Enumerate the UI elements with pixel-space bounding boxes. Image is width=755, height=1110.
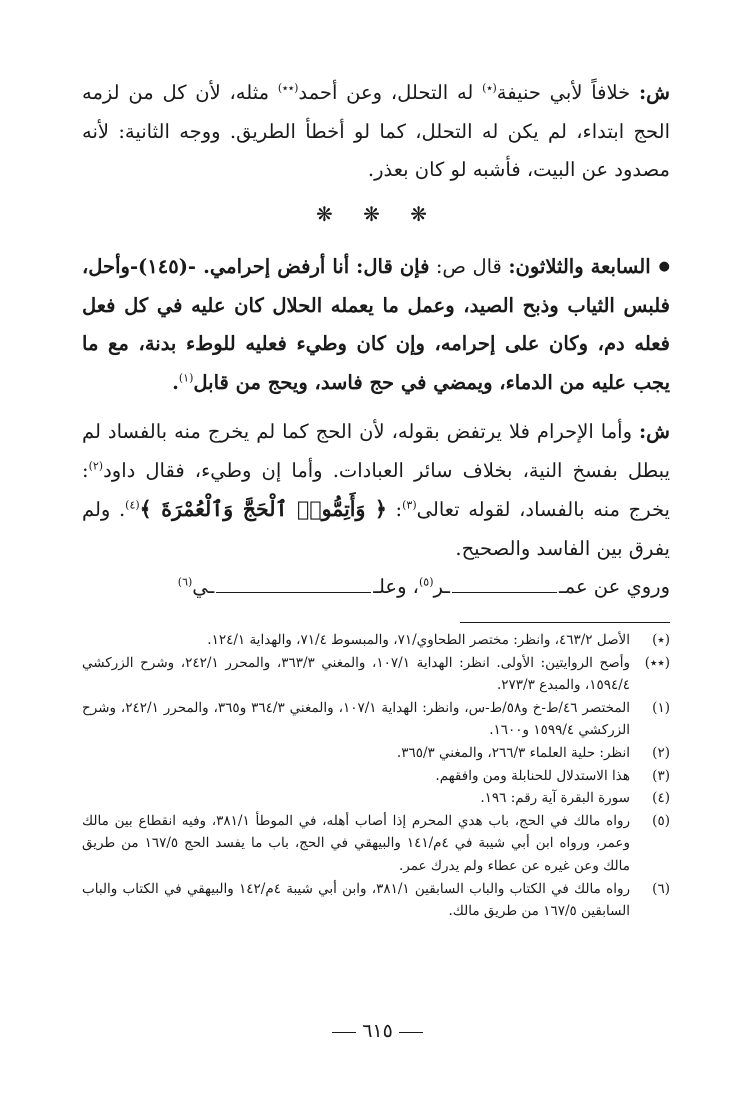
sharh-text: وأما الإحرام فلا يرتفض بقوله، لأن الحج كما لم يخرج منه بالفساد لم يبطل بفسخ النية، بخلاف سائر العبادات. وأما إن وطيء، فقال داود xyxy=(82,420,670,482)
matn-question: فإن قال: أنا أرفض إحرامي. xyxy=(203,255,430,278)
footnote-divider xyxy=(460,622,670,623)
matn-number: -(١٤٥)- xyxy=(129,255,197,278)
page-number-value: ٦١٥ xyxy=(362,1020,393,1042)
quran-verse: ﴿ وَأَتِمُّوا۟ ٱلْحَجَّ وَٱلْعُمْرَةَ ﴾ xyxy=(139,497,387,521)
sharh-text: مثله، لأن كل من لزمه الحج ابتداء، لم يكن له التحلل، كما لو أخطأ الطريق. ووجه الثانية: لأنه مصدود عن البيت، فأشبه لو كان بعذر. xyxy=(82,81,670,181)
footnote-text: وأصح الروايتين: الأولى. انظر: الهداية ١٠٧/١، والمغني ٣٦٣/٣، والمحرر ٢٤٢/١، وشرح الزركشي ١٥٩٤/٤، والمبدع ٢٧٣/٣. xyxy=(82,654,631,694)
footnote-text: المختصر ٤٦/ط-خ و٥٨/ط-س، وانظر: الهداية ١٠٧/١، والمغني ٣٦٤/٣ و٣٦٥، والمحرر ٢٤٢/١، وشرح الزركشي ١٥٩٩/٤ و١٦٠٠. xyxy=(82,699,631,739)
footnote-number: (١) xyxy=(652,699,670,716)
section-separator: ❋ ❋ ❋ xyxy=(316,202,439,226)
sharh-paragraph-2 xyxy=(82,413,670,568)
footnote-marker: (٢) xyxy=(88,459,104,472)
footnote-text: انظر: حلية العلماء ٢٦٦/٣، والمغني ٣٦٥/٣. xyxy=(396,744,630,761)
continuation-word-1-end: ـر xyxy=(433,575,450,598)
footnote-number: (٤) xyxy=(652,790,670,807)
continuation-word-2-end: ـي xyxy=(192,575,215,598)
footnote-marker: (٣) xyxy=(402,498,417,512)
matn-heading: السابعة والثلاثون: xyxy=(508,255,651,278)
footnote-number: (٦) xyxy=(652,880,670,897)
continuation-word-1: وروي عن عمـ xyxy=(558,575,670,598)
footnote-number: (٭٭) xyxy=(644,654,670,671)
footnote-marker: (٥) xyxy=(418,575,434,589)
footnote-marker: (٭) xyxy=(482,81,497,95)
page-number-dash xyxy=(332,1032,356,1033)
footnote-text: الأصل ٤٦٣/٢، وانظر: مختصر الطحاوي/٧١، والمبسوط ٧١/٤، والهداية ١٢٤/١. xyxy=(207,632,630,648)
footnote-item xyxy=(82,787,670,810)
footnotes xyxy=(82,629,670,923)
page-number-dash xyxy=(399,1032,423,1033)
footnote-text: سورة البقرة آية رقم: ١٩٦. xyxy=(480,790,630,807)
matn-text: وأحل، فلبس الثياب وذبح الصيد، وعمل ما يعمله الحلال كان عليه في كل فعل فعله دم، وكان على إحرامه، وإن كان وطيء فعليه للوطء بدنة، مع ما يجب عليه من الدماء، ويمضي في حج فاسد، ويحج من قابل xyxy=(82,255,670,394)
footnote-item xyxy=(82,742,670,765)
footnote-number: (٢) xyxy=(652,744,670,761)
sharh-text: خلافاً لأبي حنيفة xyxy=(496,81,639,104)
footnote-item xyxy=(82,765,670,788)
matn-qala: قال ص: xyxy=(429,255,509,278)
footnote-marker: (٤) xyxy=(125,498,140,512)
footnote-number: (٭) xyxy=(652,632,670,648)
footnote-item xyxy=(82,810,670,878)
footnote-marker: (٦) xyxy=(177,575,193,589)
sharh-label: ش: xyxy=(638,420,670,443)
footnote-item xyxy=(82,652,670,697)
footnote-item xyxy=(82,878,670,923)
sharh-text: : xyxy=(386,498,403,521)
continuation-line xyxy=(82,568,670,608)
sharh-text: له التحلل، وعن أحمد xyxy=(298,81,483,104)
footnote-text: رواه مالك في الكتاب والباب السابقين ٣٨١/١، وابن أبي شيبة ٤م/١٤٢ والبيهقي في الكتاب والباب السابقين ١٦٧/٥ من طريق مالك. xyxy=(82,880,630,920)
footnote-number: (٥) xyxy=(652,812,670,829)
footnote-number: (٣) xyxy=(652,767,670,784)
matn-paragraph xyxy=(82,248,670,402)
footnote-item xyxy=(82,629,670,652)
continuation-sep: ، وعلـ xyxy=(373,575,419,598)
sharh-paragraph-1 xyxy=(82,74,670,190)
sharh-label: ش: xyxy=(638,81,670,104)
sharh-text: . ولم يفرق بين الفاسد والصحيح. xyxy=(82,498,670,560)
page-number xyxy=(0,1020,755,1042)
sharh-text: : يخرج منه بالفساد، لقوله تعالى xyxy=(82,458,670,521)
footnote-item xyxy=(82,697,670,742)
footnote-text: رواه مالك في الحج، باب هدي المحرم إذا أصاب أهله، في الموطأ ٣٨١/١، وفيه انقطاع بين مالك وعمر، ورواه ابن أبي شيبة في ٤م/١٤١ والبيهقي في الحج، باب ما يفسد الحج ١٦٧/٥ من طريق مالك وعن غيره عن عطاء ولم يدرك عمر. xyxy=(82,812,630,874)
kashida-stretch xyxy=(452,578,557,593)
footnote-marker: (١) xyxy=(178,371,194,385)
footnote-text: هذا الاستدلال للحنابلة ومن وافقهم. xyxy=(435,767,630,784)
footnote-marker: (٭٭) xyxy=(277,81,299,95)
matn-end: . xyxy=(172,370,179,394)
kashida-stretch xyxy=(216,578,371,593)
bullet-icon: ● xyxy=(658,259,671,275)
